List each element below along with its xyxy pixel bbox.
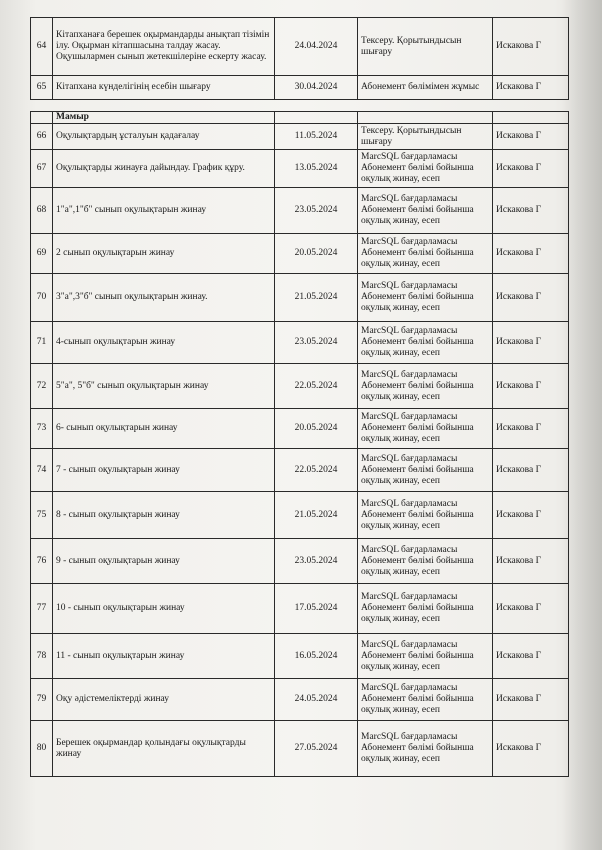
notes-line: оқулық жинау, есеп xyxy=(361,303,440,313)
notes-line: оқулық жинау, есеп xyxy=(361,754,440,764)
table-row xyxy=(31,188,569,234)
activity-cell: Оқулықтардың ұсталуын қадағалау xyxy=(53,124,275,150)
row-number: 68 xyxy=(31,188,53,234)
notes-cell xyxy=(358,150,493,188)
table-body-may xyxy=(31,112,569,777)
date-cell: 23.05.2024 xyxy=(275,188,358,234)
table-row xyxy=(31,76,569,100)
notes-line: Абонемент бөлімі бойынша xyxy=(361,205,474,215)
notes-line: MarcSQL бағдарламасы xyxy=(361,326,458,336)
table-row xyxy=(31,584,569,634)
notes-line: оқулық жинау, есеп xyxy=(361,520,440,531)
activity-cell: 2 сынып оқулықтарын жинау xyxy=(53,234,275,274)
row-number: 64 xyxy=(31,18,53,76)
notes-line: Абонемент бөлімімен жұмыс xyxy=(361,82,480,92)
notes-line: шығару xyxy=(361,46,393,57)
notes-line: оқулық жинау, есеп xyxy=(361,391,440,402)
date-cell: 20.05.2024 xyxy=(275,409,358,449)
activity-cell: Оқулықтарды жинауға дайындау. График құру. xyxy=(53,150,275,188)
responsible-cell: Искакова Г xyxy=(493,449,569,492)
activity-cell: 3"а",3"б" сынып оқулықтарын жинау. xyxy=(53,274,275,322)
table-row xyxy=(31,539,569,584)
date-cell: 21.05.2024 xyxy=(275,274,358,322)
date-cell: 30.04.2024 xyxy=(275,76,358,100)
date-cell: 22.05.2024 xyxy=(275,364,358,409)
activity-cell: 4-сынып оқулықтарын жинау xyxy=(53,322,275,364)
table-row xyxy=(31,124,569,150)
notes-cell xyxy=(358,539,493,584)
notes-cell xyxy=(358,721,493,777)
notes-line: MarcSQL бағдарламасы xyxy=(361,369,458,380)
table-row xyxy=(31,150,569,188)
responsible-cell: Искакова Г xyxy=(493,76,569,100)
table-row xyxy=(31,492,569,539)
activity-cell: 5"а", 5"б" сынып оқулықтарын жинау xyxy=(53,364,275,409)
notes-cell xyxy=(358,584,493,634)
notes-line: оқулық жинау, есеп xyxy=(361,475,440,486)
month-header-date xyxy=(275,112,358,124)
row-number: 69 xyxy=(31,234,53,274)
notes-cell xyxy=(358,409,493,449)
table-row xyxy=(31,364,569,409)
notes-cell xyxy=(358,234,493,274)
notes-line: Абонемент бөлімі бойынша xyxy=(361,603,474,613)
table-row xyxy=(31,721,569,777)
notes-cell xyxy=(358,188,493,234)
notes-line: Тексеру. Қорытындысын xyxy=(361,35,462,46)
notes-line: MarcSQL бағдарламасы xyxy=(361,281,458,291)
date-cell: 22.05.2024 xyxy=(275,449,358,492)
row-number: 72 xyxy=(31,364,53,409)
notes-line: Абонемент бөлімі бойынша xyxy=(361,694,474,704)
plan-table-may xyxy=(30,111,569,777)
responsible-cell: Искакова Г xyxy=(493,539,569,584)
date-cell: 17.05.2024 xyxy=(275,584,358,634)
table-body-top xyxy=(31,18,569,100)
notes-line: Абонемент бөлімі бойынша xyxy=(361,743,474,753)
notes-cell xyxy=(358,449,493,492)
table-row xyxy=(31,322,569,364)
row-number: 74 xyxy=(31,449,53,492)
date-cell: 16.05.2024 xyxy=(275,634,358,679)
notes-line: Абонемент бөлімі бойынша xyxy=(361,555,474,566)
responsible-cell: Искакова Г xyxy=(493,492,569,539)
row-number: 66 xyxy=(31,124,53,150)
notes-line: оқулық жинау, есеп xyxy=(361,434,440,444)
date-cell: 13.05.2024 xyxy=(275,150,358,188)
notes-line: MarcSQL бағдарламасы xyxy=(361,498,458,509)
notes-line: Абонемент бөлімі бойынша xyxy=(361,248,474,258)
date-cell: 24.05.2024 xyxy=(275,679,358,721)
notes-line: Тексеру. Қорытындысын xyxy=(361,125,462,136)
notes-cell xyxy=(358,76,493,100)
responsible-cell: Искакова Г xyxy=(493,18,569,76)
activity-cell: 10 - сынып оқулықтарын жинау xyxy=(53,584,275,634)
notes-line: MarcSQL бағдарламасы xyxy=(361,592,458,602)
table-row xyxy=(31,409,569,449)
notes-line: оқулық жинау, есеп xyxy=(361,705,440,715)
row-number: 70 xyxy=(31,274,53,322)
notes-line: MarcSQL бағдарламасы xyxy=(361,683,458,693)
row-number: 75 xyxy=(31,492,53,539)
notes-line: MarcSQL бағдарламасы xyxy=(361,639,458,650)
month-header-num xyxy=(31,112,53,124)
date-cell: 27.05.2024 xyxy=(275,721,358,777)
table-row xyxy=(31,274,569,322)
notes-cell xyxy=(358,322,493,364)
notes-line: Абонемент бөлімі бойынша xyxy=(361,380,474,391)
notes-line: Абонемент бөлімі бойынша xyxy=(361,292,474,302)
date-cell: 20.05.2024 xyxy=(275,234,358,274)
notes-line: Абонемент бөлімі бойынша xyxy=(361,650,474,661)
notes-line: Абонемент бөлімі бойынша xyxy=(361,423,474,433)
date-cell: 21.05.2024 xyxy=(275,492,358,539)
notes-line: оқулық жинау, есеп xyxy=(361,348,440,358)
table-row xyxy=(31,18,569,76)
responsible-cell: Искакова Г xyxy=(493,679,569,721)
date-cell: 23.05.2024 xyxy=(275,322,358,364)
notes-line: оқулық жинау, есеп xyxy=(361,614,440,624)
notes-cell xyxy=(358,18,493,76)
month-header-resp xyxy=(493,112,569,124)
notes-line: оқулық жинау, есеп xyxy=(361,566,440,577)
notes-line: Абонемент бөлімі бойынша xyxy=(361,509,474,520)
row-number: 65 xyxy=(31,76,53,100)
date-cell: 23.05.2024 xyxy=(275,539,358,584)
notes-line: Абонемент бөлімі бойынша xyxy=(361,464,474,475)
notes-cell xyxy=(358,679,493,721)
notes-line: MarcSQL бағдарламасы xyxy=(361,152,458,162)
notes-line: Абонемент бөлімі бойынша xyxy=(361,337,474,347)
notes-cell xyxy=(358,364,493,409)
month-header-notes xyxy=(358,112,493,124)
date-cell: 11.05.2024 xyxy=(275,124,358,150)
row-number: 79 xyxy=(31,679,53,721)
row-number: 71 xyxy=(31,322,53,364)
notes-line: оқулық жинау, есеп xyxy=(361,174,440,184)
notes-line: MarcSQL бағдарламасы xyxy=(361,237,458,247)
responsible-cell: Искакова Г xyxy=(493,634,569,679)
responsible-cell: Искакова Г xyxy=(493,274,569,322)
notes-cell xyxy=(358,274,493,322)
activity-cell: 11 - сынып оқулықтарын жинау xyxy=(53,634,275,679)
responsible-cell: Искакова Г xyxy=(493,150,569,188)
activity-cell: 1"а",1"б" сынып оқулықтарын жинау xyxy=(53,188,275,234)
responsible-cell: Искакова Г xyxy=(493,721,569,777)
activity-cell: 9 - сынып оқулықтарын жинау xyxy=(53,539,275,584)
notes-cell xyxy=(358,124,493,150)
month-header: Мамыр xyxy=(53,112,275,124)
activity-cell: Оқу әдістемеліктерді жинау xyxy=(53,679,275,721)
table-row xyxy=(31,679,569,721)
responsible-cell: Искакова Г xyxy=(493,322,569,364)
activity-cell: Берешек оқырмандар қолындағы оқулықтарды жинау xyxy=(53,721,275,777)
responsible-cell: Искакова Г xyxy=(493,124,569,150)
notes-cell xyxy=(358,634,493,679)
notes-line: MarcSQL бағдарламасы xyxy=(361,412,458,422)
responsible-cell: Искакова Г xyxy=(493,409,569,449)
date-cell: 24.04.2024 xyxy=(275,18,358,76)
notes-line: шығару xyxy=(361,136,393,147)
notes-line: оқулық жинау, есеп xyxy=(361,216,440,226)
notes-line: MarcSQL бағдарламасы xyxy=(361,732,458,742)
activity-cell: 8 - сынып оқулықтарын жинау xyxy=(53,492,275,539)
notes-line: Абонемент бөлімі бойынша xyxy=(361,163,474,173)
month-header-row xyxy=(31,112,569,124)
activity-cell: Кітапханаға берешек оқырмандарды анықтап тізімін ілу. Оқырман кітапшасына талдау жасау. Оқушылармен сынып жетекшілеріне ескерту жасау. xyxy=(53,18,275,76)
notes-line: оқулық жинау, есеп xyxy=(361,259,440,269)
activity-cell: 7 - сынып оқулықтарын жинау xyxy=(53,449,275,492)
row-number: 73 xyxy=(31,409,53,449)
notes-line: MarcSQL бағдарламасы xyxy=(361,194,458,204)
notes-cell xyxy=(358,492,493,539)
row-number: 76 xyxy=(31,539,53,584)
responsible-cell: Искакова Г xyxy=(493,234,569,274)
row-number: 78 xyxy=(31,634,53,679)
responsible-cell: Искакова Г xyxy=(493,584,569,634)
activity-cell: 6- сынып оқулықтарын жинау xyxy=(53,409,275,449)
row-number: 67 xyxy=(31,150,53,188)
table-row xyxy=(31,634,569,679)
responsible-cell: Искакова Г xyxy=(493,364,569,409)
plan-table-top xyxy=(30,17,569,100)
responsible-cell: Искакова Г xyxy=(493,188,569,234)
notes-line: оқулық жинау, есеп xyxy=(361,661,440,672)
activity-cell: Кітапхана күнделігінің есебін шығару xyxy=(53,76,275,100)
table-row xyxy=(31,449,569,492)
row-number: 80 xyxy=(31,721,53,777)
notes-line: MarcSQL бағдарламасы xyxy=(361,453,458,464)
notes-line: MarcSQL бағдарламасы xyxy=(361,544,458,555)
row-number: 77 xyxy=(31,584,53,634)
table-row xyxy=(31,234,569,274)
